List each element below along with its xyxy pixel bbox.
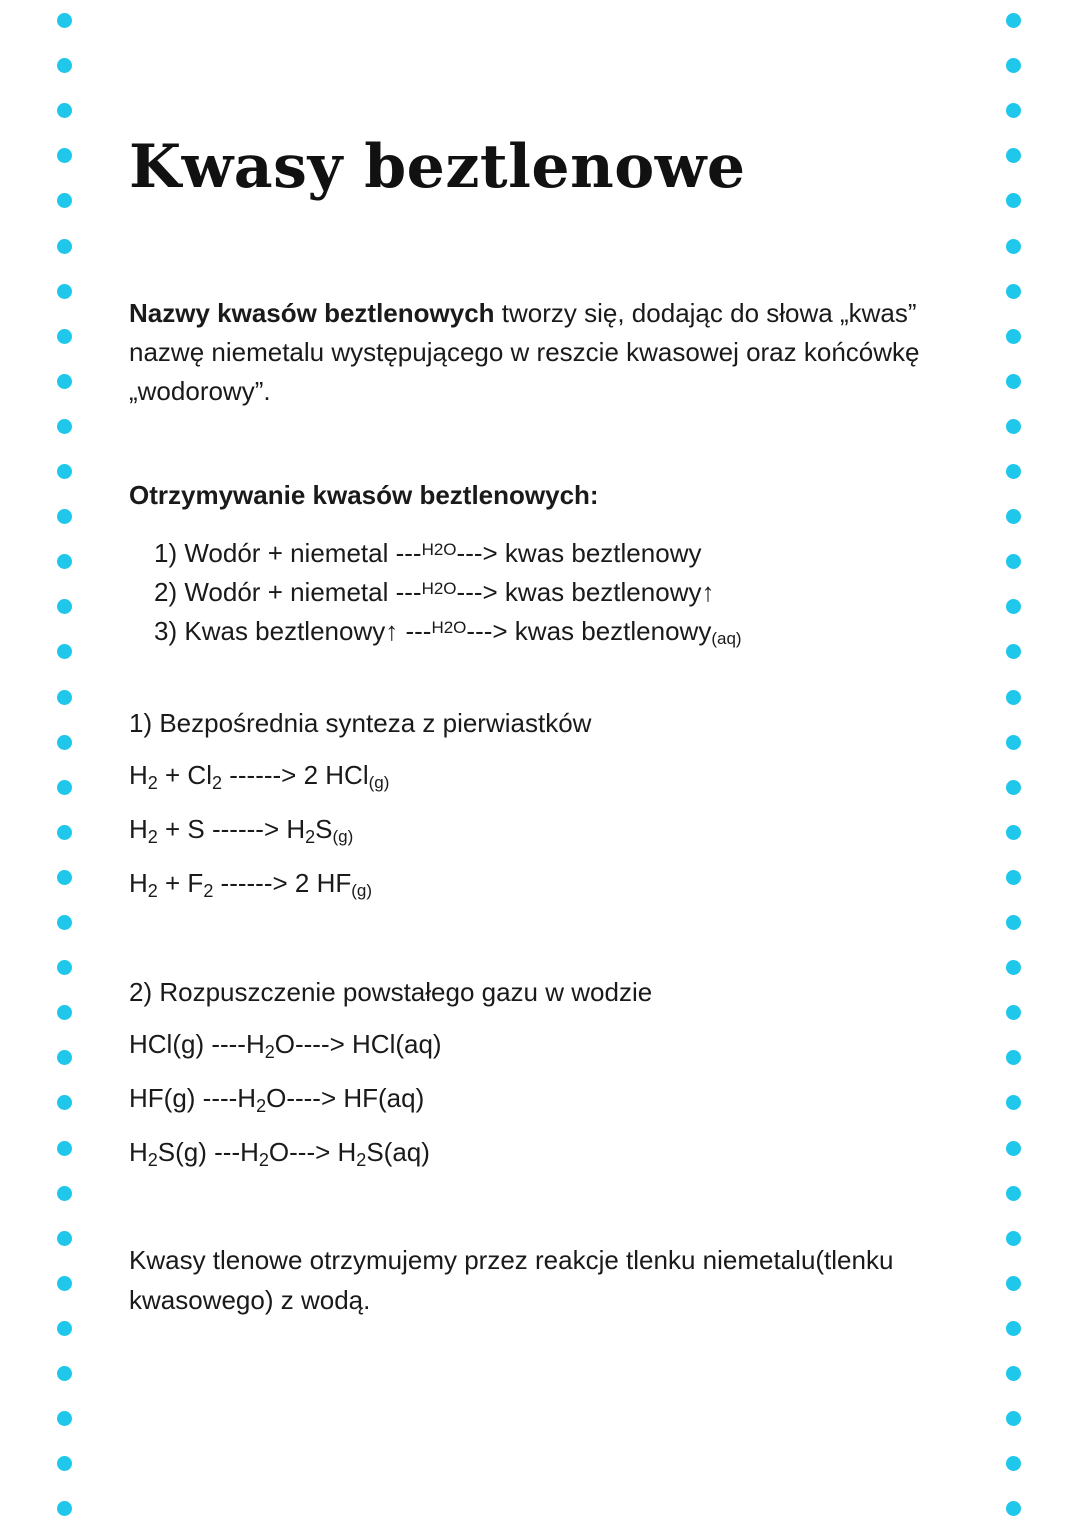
border-dot	[57, 148, 72, 163]
border-dot	[1006, 193, 1021, 208]
synthesis-equation	[129, 809, 591, 863]
border-dot	[57, 735, 72, 750]
border-dot	[57, 103, 72, 118]
eq-subscript: 2	[147, 881, 158, 901]
eq-part: HF(g) ----H	[129, 1083, 257, 1113]
step-over-label: H2O	[431, 618, 467, 637]
eq-state: (g)	[368, 773, 390, 792]
border-dot	[1006, 870, 1021, 885]
eq-part: S	[315, 814, 333, 844]
border-dot	[57, 1186, 72, 1201]
border-dot	[57, 1005, 72, 1020]
border-dot	[57, 780, 72, 795]
border-dot	[1006, 1186, 1021, 1201]
final-note: Kwasy tlenowe otrzymujemy przez reakcje tlenku niemetalu(tlenku kwasowego) z wodą.	[129, 1245, 894, 1315]
border-dot	[57, 1501, 72, 1516]
border-dot	[1006, 13, 1021, 28]
obtaining-heading: Otrzymywanie kwasów beztlenowych:	[129, 480, 599, 510]
eq-subscript: 2	[203, 881, 214, 901]
eq-part: HCl(g) ----H	[129, 1029, 265, 1059]
border-dot	[1006, 599, 1021, 614]
border-dot	[57, 193, 72, 208]
border-dot	[1006, 239, 1021, 254]
synthesis-equation	[129, 755, 591, 809]
border-dot	[57, 284, 72, 299]
eq-part: + S ------> H	[157, 814, 306, 844]
intro-bold: Nazwy kwasów beztlenowych	[129, 298, 495, 328]
step-item	[154, 534, 742, 573]
step-number: 3)	[154, 616, 178, 646]
step-left: Wodór + niemetal ---	[184, 577, 422, 607]
border-dot	[57, 915, 72, 930]
border-dot	[57, 960, 72, 975]
border-dot	[57, 374, 72, 389]
dissolution-equation	[129, 1024, 652, 1078]
eq-part: O----> HCl(aq)	[274, 1029, 442, 1059]
border-dot	[1006, 915, 1021, 930]
step-item	[154, 573, 742, 612]
intro-paragraph	[129, 294, 959, 411]
eq-part: H	[129, 1137, 148, 1167]
eq-part: O----> HF(aq)	[266, 1083, 425, 1113]
eq-subscript: 2	[256, 1096, 267, 1116]
eq-part: + Cl	[157, 760, 212, 790]
eq-subscript: 2	[147, 773, 158, 793]
border-dot	[57, 509, 72, 524]
border-dot	[1006, 148, 1021, 163]
dissolution-section	[129, 972, 652, 1186]
step-number: 1)	[154, 538, 178, 568]
border-dot	[57, 690, 72, 705]
border-dot	[1006, 464, 1021, 479]
border-dot	[1006, 690, 1021, 705]
border-dot	[1006, 825, 1021, 840]
border-dot	[1006, 1141, 1021, 1156]
eq-subscript: 2	[211, 773, 222, 793]
border-dot	[1006, 554, 1021, 569]
border-dot	[57, 13, 72, 28]
step-mid: ---> kwas beztlenowy	[456, 538, 702, 568]
border-dot	[1006, 1366, 1021, 1381]
border-dot	[57, 58, 72, 73]
border-dot	[57, 1095, 72, 1110]
border-dot	[57, 419, 72, 434]
border-dot	[1006, 509, 1021, 524]
dissolution-equation	[129, 1078, 652, 1132]
eq-part: ------> 2 HF	[213, 868, 352, 898]
step-number: 2)	[154, 577, 178, 607]
eq-part: S(aq)	[366, 1137, 430, 1167]
border-dot	[57, 464, 72, 479]
border-dot	[57, 1231, 72, 1246]
border-dot	[57, 870, 72, 885]
left-dotted-border	[57, 0, 73, 1527]
border-dot	[1006, 374, 1021, 389]
step-mid: ---> kwas beztlenowy	[466, 616, 712, 646]
border-dot	[57, 1141, 72, 1156]
synthesis-equation	[129, 863, 591, 917]
eq-part: ------> 2 HCl	[222, 760, 369, 790]
eq-subscript: 2	[356, 1150, 367, 1170]
obtaining-steps	[154, 534, 742, 651]
border-dot	[57, 644, 72, 659]
border-dot	[1006, 780, 1021, 795]
border-dot	[1006, 1276, 1021, 1291]
eq-part: H	[129, 868, 148, 898]
border-dot	[1006, 735, 1021, 750]
step-tail: ↑	[701, 577, 715, 607]
step-left: Wodór + niemetal ---	[184, 538, 422, 568]
border-dot	[1006, 1411, 1021, 1426]
eq-part: H	[129, 814, 148, 844]
eq-subscript: 2	[305, 827, 316, 847]
border-dot	[57, 1456, 72, 1471]
border-dot	[57, 239, 72, 254]
synthesis-heading: 1) Bezpośrednia synteza z pierwiastków	[129, 708, 592, 738]
eq-subscript: 2	[147, 827, 158, 847]
border-dot	[1006, 644, 1021, 659]
dissolution-heading: 2) Rozpuszczenie powstałego gazu w wodzie	[129, 977, 653, 1007]
eq-state: (g)	[332, 827, 354, 846]
border-dot	[1006, 1321, 1021, 1336]
border-dot	[1006, 1456, 1021, 1471]
eq-subscript: 2	[264, 1042, 275, 1062]
eq-part: S(g) ---H	[157, 1137, 259, 1167]
step-over-label: H2O	[421, 540, 457, 559]
border-dot	[1006, 1050, 1021, 1065]
step-left: Kwas beztlenowy↑ ---	[184, 616, 432, 646]
dissolution-equation	[129, 1132, 652, 1186]
border-dot	[57, 1411, 72, 1426]
right-dotted-border	[1006, 0, 1022, 1527]
eq-state: (g)	[351, 881, 373, 900]
border-dot	[57, 599, 72, 614]
step-item	[154, 612, 742, 651]
border-dot	[1006, 419, 1021, 434]
border-dot	[57, 825, 72, 840]
border-dot	[1006, 1005, 1021, 1020]
border-dot	[1006, 1501, 1021, 1516]
border-dot	[1006, 58, 1021, 73]
eq-part: + F	[157, 868, 204, 898]
border-dot	[1006, 103, 1021, 118]
border-dot	[57, 1321, 72, 1336]
eq-part: O---> H	[268, 1137, 357, 1167]
eq-part: H	[129, 760, 148, 790]
border-dot	[1006, 284, 1021, 299]
step-tail: (aq)	[711, 629, 742, 648]
page-title: Kwasy beztlenowe	[129, 132, 746, 202]
border-dot	[57, 554, 72, 569]
border-dot	[57, 1366, 72, 1381]
border-dot	[1006, 1095, 1021, 1110]
step-over-label: H2O	[421, 579, 457, 598]
border-dot	[57, 329, 72, 344]
border-dot	[57, 1276, 72, 1291]
border-dot	[1006, 1231, 1021, 1246]
border-dot	[1006, 960, 1021, 975]
intro-text: tworzy się, dodając do słowa „kwas” nazwę niemetalu występującego w reszcie kwasowej oraz końcówkę „wodorowy”.	[129, 298, 920, 406]
border-dot	[1006, 329, 1021, 344]
border-dot	[57, 1050, 72, 1065]
synthesis-section	[129, 703, 591, 917]
eq-subscript: 2	[147, 1150, 158, 1170]
step-mid: ---> kwas beztlenowy	[456, 577, 702, 607]
eq-subscript: 2	[258, 1150, 269, 1170]
